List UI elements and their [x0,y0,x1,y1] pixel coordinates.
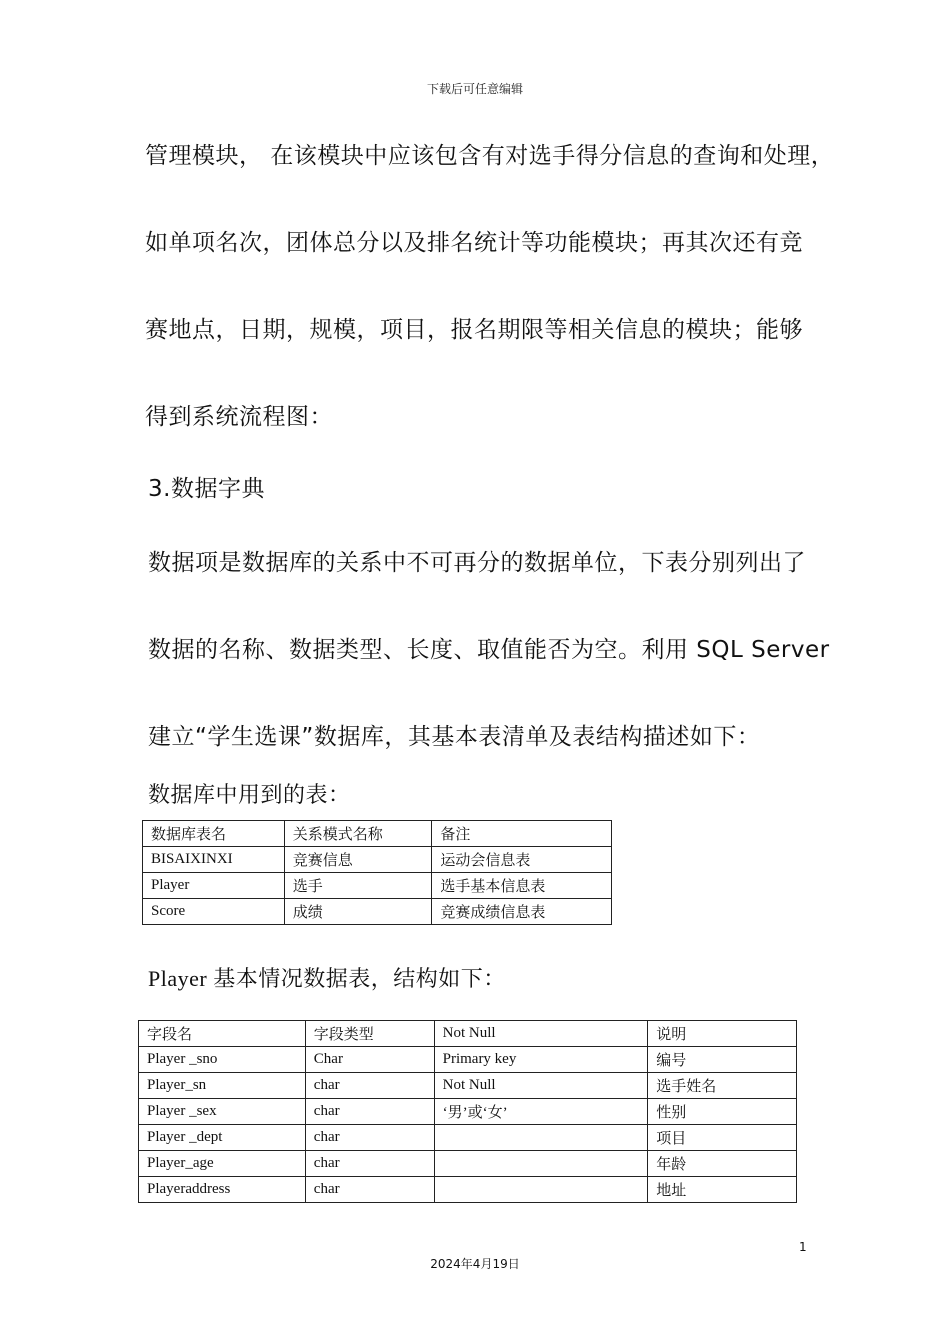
table-cell: char [305,1125,434,1151]
table-header-cell: 说明 [648,1021,797,1047]
table-header-cell: Not Null [434,1021,648,1047]
table-cell: Not Null [434,1073,648,1099]
table-cell: 年龄 [648,1151,797,1177]
table-header-row [143,821,612,847]
table-cell: Player [143,873,285,899]
table-cell: Primary key [434,1047,648,1073]
table-cell: Player _dept [139,1125,306,1151]
paragraph-line-2: 如单项名次，团体总分以及排名统计等功能模块；再其次还有竞 [145,230,803,256]
table-cell: 性别 [648,1099,797,1125]
player-table-caption: Player 基本情况数据表，结构如下： [148,966,506,991]
table-cell: 成绩 [284,899,432,925]
table-cell: Char [305,1047,434,1073]
table-cell: Player _sno [139,1047,306,1073]
paragraph-line-6: 数据的名称、数据类型、长度、取值能否为空。利用 SQL Server [148,637,830,663]
paragraph-line-1: 管理模块， 在该模块中应该包含有对选手得分信息的查询和处理， [145,143,835,169]
table-cell: Player_age [139,1151,306,1177]
table-header-cell: 字段类型 [305,1021,434,1047]
player-structure-table [138,1020,797,1203]
table-cell [434,1177,648,1203]
table-cell: 竞赛成绩信息表 [432,899,612,925]
table-cell: 地址 [648,1177,797,1203]
table-cell: char [305,1151,434,1177]
table-cell: 竞赛信息 [284,847,432,873]
table-row [139,1099,797,1125]
page-number: 1 [799,1240,807,1254]
table-cell: Player_sn [139,1073,306,1099]
table-cell: Playeraddress [139,1177,306,1203]
table-cell: 项目 [648,1125,797,1151]
table-cell: 选手基本信息表 [432,873,612,899]
table-cell: 编号 [648,1047,797,1073]
table-cell: char [305,1073,434,1099]
page-footer-date: 2024年4月19日 [430,1257,520,1271]
table-cell: ‘男’或‘女’ [434,1099,648,1125]
table-row [139,1177,797,1203]
table-header-cell: 字段名 [139,1021,306,1047]
table-row [139,1125,797,1151]
tables-caption: 数据库中用到的表： [148,782,351,807]
table-cell: 选手姓名 [648,1073,797,1099]
table-row [139,1047,797,1073]
table-header-cell: 备注 [432,821,612,847]
table-cell [434,1151,648,1177]
table-cell: BISAIXINXI [143,847,285,873]
table-row [139,1073,797,1099]
paragraph-line-5: 数据项是数据库的关系中不可再分的数据单位，下表分别列出了 [148,550,806,576]
table-row [143,847,612,873]
table-cell: 选手 [284,873,432,899]
table-cell: Score [143,899,285,925]
table-cell: Player _sex [139,1099,306,1125]
table-cell: char [305,1177,434,1203]
table-cell [434,1125,648,1151]
table-header-cell: 数据库表名 [143,821,285,847]
page-header: 下载后可任意编辑 [426,82,523,96]
table-cell: 运动会信息表 [432,847,612,873]
section-heading: 3.数据字典 [148,476,265,502]
table-header-row [139,1021,797,1047]
tables-list-table [142,820,612,925]
table-row [143,873,612,899]
table-row [143,899,612,925]
table-cell: char [305,1099,434,1125]
table-row [139,1151,797,1177]
paragraph-line-7: 建立“学生选课”数据库，其基本表清单及表结构描述如下： [148,724,761,750]
paragraph-line-4: 得到系统流程图： [145,404,333,430]
table-header-cell: 关系模式名称 [284,821,432,847]
paragraph-line-3: 赛地点，日期，规模，项目，报名期限等相关信息的模块；能够 [145,317,803,343]
